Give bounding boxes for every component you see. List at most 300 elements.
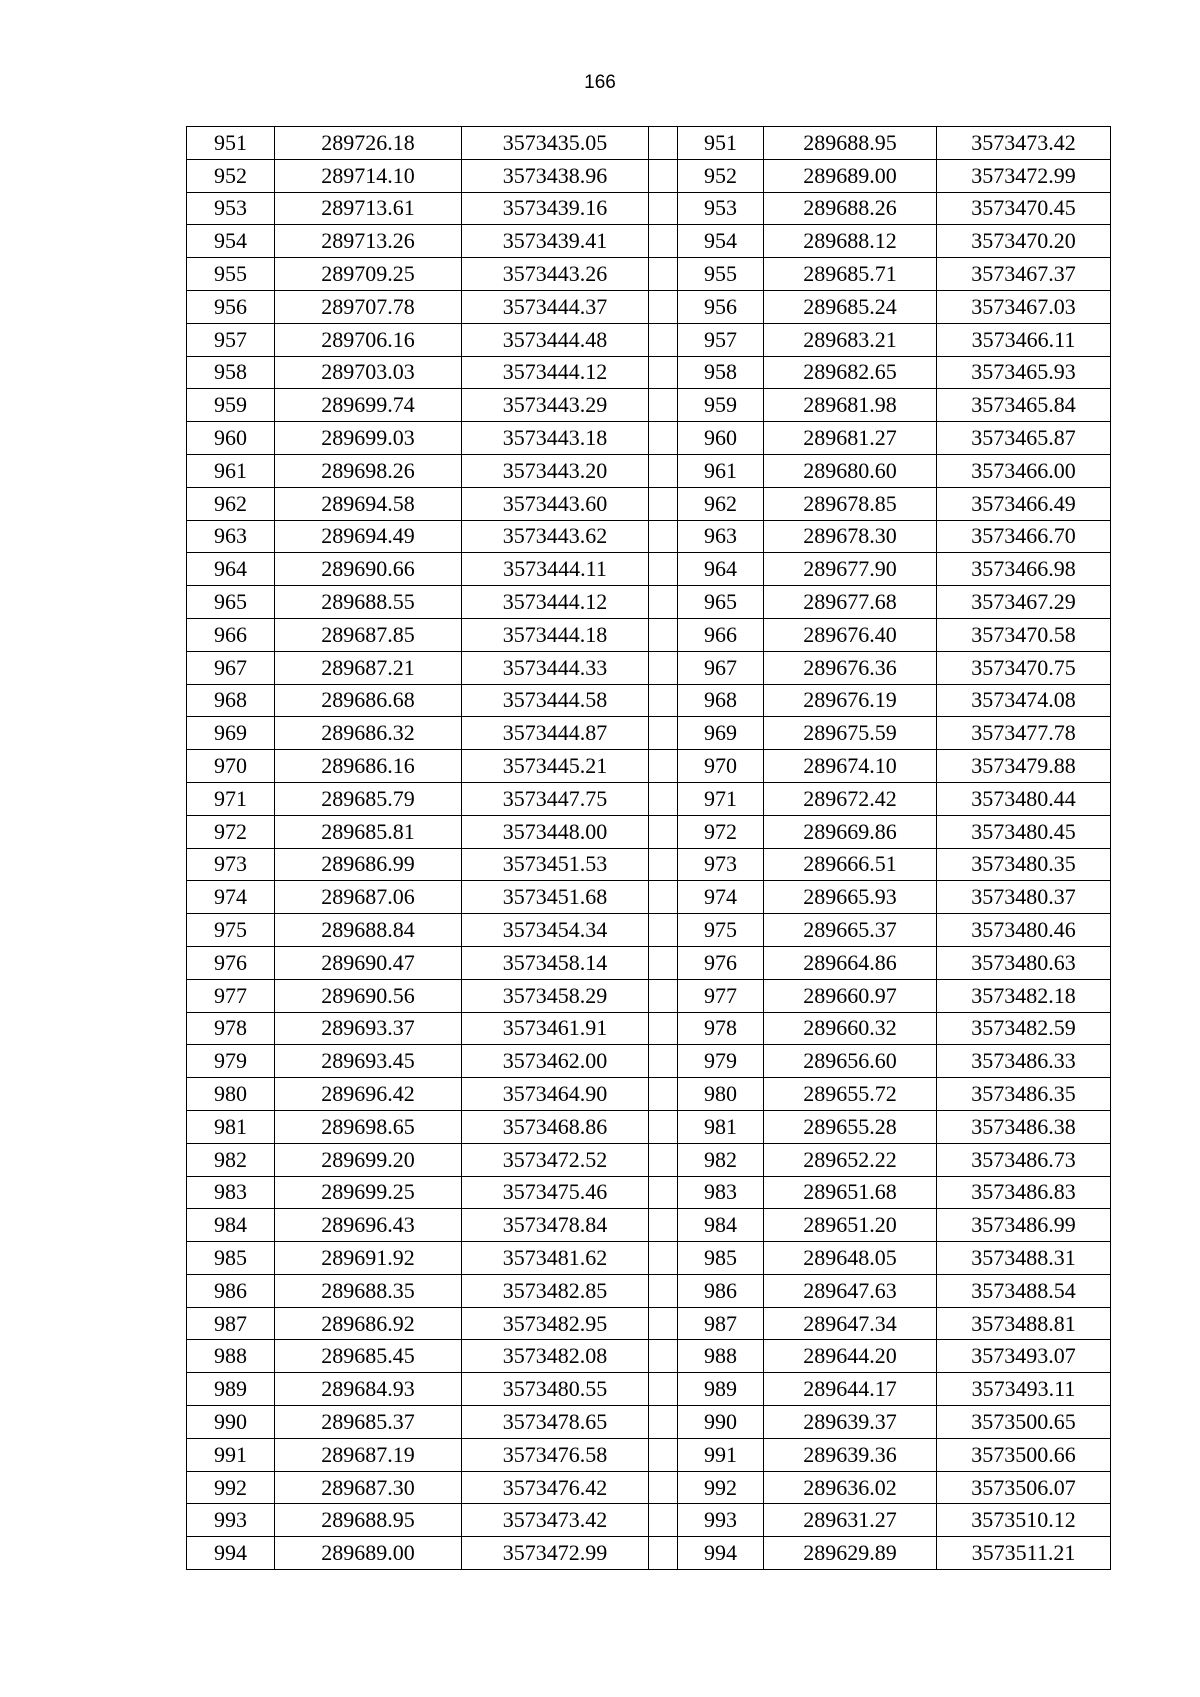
cell-x-left: 289688.35 [275, 1274, 462, 1307]
cell-y-left: 3573444.58 [462, 684, 649, 717]
cell-point-id-left: 980 [187, 1078, 275, 1111]
coordinates-table [186, 126, 1111, 1570]
spacer-cell [649, 323, 678, 356]
cell-y-right: 3573486.83 [937, 1176, 1111, 1209]
spacer-cell [649, 946, 678, 979]
cell-point-id-right: 987 [678, 1307, 764, 1340]
cell-y-right: 3573480.35 [937, 848, 1111, 881]
cell-y-right: 3573500.65 [937, 1406, 1111, 1439]
cell-y-right: 3573486.35 [937, 1078, 1111, 1111]
cell-x-right: 289644.17 [764, 1373, 937, 1406]
cell-x-right: 289688.26 [764, 192, 937, 225]
spacer-cell [649, 1406, 678, 1439]
cell-x-right: 289664.86 [764, 946, 937, 979]
cell-x-right: 289655.72 [764, 1078, 937, 1111]
table-row [187, 1307, 1111, 1340]
cell-x-left: 289699.20 [275, 1143, 462, 1176]
cell-point-id-right: 962 [678, 487, 764, 520]
cell-point-id-left: 976 [187, 946, 275, 979]
table-row [187, 553, 1111, 586]
spacer-cell [649, 651, 678, 684]
cell-point-id-left: 975 [187, 914, 275, 947]
cell-y-right: 3573466.00 [937, 454, 1111, 487]
cell-point-id-left: 959 [187, 389, 275, 422]
table-row [187, 717, 1111, 750]
table-row [187, 225, 1111, 258]
cell-point-id-left: 962 [187, 487, 275, 520]
cell-y-left: 3573451.53 [462, 848, 649, 881]
cell-point-id-left: 986 [187, 1274, 275, 1307]
cell-point-id-right: 971 [678, 782, 764, 815]
cell-point-id-right: 982 [678, 1143, 764, 1176]
cell-point-id-left: 974 [187, 881, 275, 914]
cell-x-left: 289693.45 [275, 1045, 462, 1078]
spacer-cell [649, 1209, 678, 1242]
table-row [187, 159, 1111, 192]
table-row [187, 1045, 1111, 1078]
cell-point-id-right: 989 [678, 1373, 764, 1406]
table-row [187, 323, 1111, 356]
spacer-cell [649, 1143, 678, 1176]
table-row [187, 684, 1111, 717]
cell-x-left: 289690.66 [275, 553, 462, 586]
cell-y-left: 3573458.14 [462, 946, 649, 979]
cell-x-left: 289726.18 [275, 127, 462, 160]
cell-x-left: 289709.25 [275, 258, 462, 291]
cell-point-id-right: 973 [678, 848, 764, 881]
cell-y-left: 3573480.55 [462, 1373, 649, 1406]
cell-y-right: 3573470.20 [937, 225, 1111, 258]
cell-point-id-left: 951 [187, 127, 275, 160]
spacer-cell [649, 815, 678, 848]
cell-y-left: 3573472.99 [462, 1537, 649, 1570]
cell-y-left: 3573444.87 [462, 717, 649, 750]
spacer-cell [649, 1274, 678, 1307]
cell-point-id-right: 986 [678, 1274, 764, 1307]
cell-y-right: 3573479.88 [937, 750, 1111, 783]
spacer-cell [649, 684, 678, 717]
table-row [187, 1012, 1111, 1045]
table-row [187, 750, 1111, 783]
cell-y-left: 3573468.86 [462, 1110, 649, 1143]
cell-x-right: 289681.98 [764, 389, 937, 422]
cell-point-id-right: 968 [678, 684, 764, 717]
cell-x-left: 289686.32 [275, 717, 462, 750]
cell-point-id-left: 968 [187, 684, 275, 717]
cell-y-right: 3573480.37 [937, 881, 1111, 914]
cell-x-right: 289656.60 [764, 1045, 937, 1078]
cell-y-left: 3573458.29 [462, 979, 649, 1012]
spacer-cell [649, 881, 678, 914]
cell-x-right: 289644.20 [764, 1340, 937, 1373]
cell-x-left: 289688.95 [275, 1504, 462, 1537]
spacer-cell [649, 225, 678, 258]
cell-x-right: 289677.68 [764, 586, 937, 619]
cell-x-left: 289685.79 [275, 782, 462, 815]
cell-y-left: 3573443.60 [462, 487, 649, 520]
cell-y-right: 3573486.99 [937, 1209, 1111, 1242]
cell-y-left: 3573435.05 [462, 127, 649, 160]
cell-y-left: 3573443.26 [462, 258, 649, 291]
table-row [187, 651, 1111, 684]
cell-point-id-left: 984 [187, 1209, 275, 1242]
cell-y-left: 3573443.62 [462, 520, 649, 553]
cell-x-left: 289690.56 [275, 979, 462, 1012]
spacer-cell [649, 1307, 678, 1340]
cell-x-right: 289639.37 [764, 1406, 937, 1439]
cell-point-id-right: 954 [678, 225, 764, 258]
table-row [187, 258, 1111, 291]
cell-y-left: 3573478.84 [462, 1209, 649, 1242]
cell-y-right: 3573467.37 [937, 258, 1111, 291]
table-row [187, 422, 1111, 455]
table-row [187, 356, 1111, 389]
cell-y-right: 3573472.99 [937, 159, 1111, 192]
cell-x-left: 289690.47 [275, 946, 462, 979]
cell-point-id-right: 978 [678, 1012, 764, 1045]
cell-point-id-left: 961 [187, 454, 275, 487]
cell-x-right: 289681.27 [764, 422, 937, 455]
cell-x-right: 289651.68 [764, 1176, 937, 1209]
cell-x-left: 289694.58 [275, 487, 462, 520]
cell-x-right: 289648.05 [764, 1242, 937, 1275]
table-row [187, 586, 1111, 619]
cell-point-id-right: 992 [678, 1471, 764, 1504]
cell-point-id-left: 955 [187, 258, 275, 291]
cell-point-id-left: 954 [187, 225, 275, 258]
cell-x-left: 289685.81 [275, 815, 462, 848]
cell-point-id-right: 961 [678, 454, 764, 487]
cell-y-left: 3573464.90 [462, 1078, 649, 1111]
cell-y-right: 3573470.58 [937, 618, 1111, 651]
cell-x-right: 289680.60 [764, 454, 937, 487]
cell-x-right: 289688.95 [764, 127, 937, 160]
spacer-cell [649, 1012, 678, 1045]
table-row [187, 520, 1111, 553]
cell-y-right: 3573511.21 [937, 1537, 1111, 1570]
spacer-cell [649, 389, 678, 422]
spacer-cell [649, 1340, 678, 1373]
cell-x-left: 289703.03 [275, 356, 462, 389]
cell-y-right: 3573510.12 [937, 1504, 1111, 1537]
table-row [187, 192, 1111, 225]
cell-y-right: 3573488.54 [937, 1274, 1111, 1307]
cell-x-left: 289713.61 [275, 192, 462, 225]
cell-point-id-left: 990 [187, 1406, 275, 1439]
cell-x-right: 289652.22 [764, 1143, 937, 1176]
cell-point-id-right: 955 [678, 258, 764, 291]
cell-x-left: 289699.25 [275, 1176, 462, 1209]
cell-x-right: 289639.36 [764, 1438, 937, 1471]
cell-y-right: 3573493.11 [937, 1373, 1111, 1406]
cell-x-left: 289686.16 [275, 750, 462, 783]
cell-point-id-right: 975 [678, 914, 764, 947]
cell-y-right: 3573465.87 [937, 422, 1111, 455]
cell-y-right: 3573467.29 [937, 586, 1111, 619]
cell-y-left: 3573454.34 [462, 914, 649, 947]
cell-x-right: 289688.12 [764, 225, 937, 258]
cell-x-left: 289707.78 [275, 290, 462, 323]
cell-point-id-left: 978 [187, 1012, 275, 1045]
cell-point-id-right: 951 [678, 127, 764, 160]
cell-x-right: 289665.37 [764, 914, 937, 947]
cell-point-id-left: 963 [187, 520, 275, 553]
cell-x-right: 289647.34 [764, 1307, 937, 1340]
cell-point-id-left: 981 [187, 1110, 275, 1143]
cell-x-left: 289713.26 [275, 225, 462, 258]
table-row [187, 881, 1111, 914]
table-row [187, 848, 1111, 881]
spacer-cell [649, 1504, 678, 1537]
cell-point-id-left: 964 [187, 553, 275, 586]
table-row [187, 914, 1111, 947]
cell-y-left: 3573478.65 [462, 1406, 649, 1439]
cell-y-left: 3573475.46 [462, 1176, 649, 1209]
cell-point-id-left: 979 [187, 1045, 275, 1078]
spacer-cell [649, 1242, 678, 1275]
spacer-cell [649, 1078, 678, 1111]
spacer-cell [649, 127, 678, 160]
spacer-cell [649, 586, 678, 619]
cell-y-left: 3573444.48 [462, 323, 649, 356]
table-row [187, 1176, 1111, 1209]
cell-y-left: 3573482.95 [462, 1307, 649, 1340]
table-row [187, 1537, 1111, 1570]
coordinates-table-body [187, 127, 1111, 1570]
table-row [187, 1209, 1111, 1242]
cell-point-id-right: 983 [678, 1176, 764, 1209]
cell-y-right: 3573482.59 [937, 1012, 1111, 1045]
cell-y-left: 3573444.18 [462, 618, 649, 651]
cell-x-right: 289647.63 [764, 1274, 937, 1307]
cell-point-id-left: 983 [187, 1176, 275, 1209]
cell-point-id-right: 966 [678, 618, 764, 651]
table-row [187, 1110, 1111, 1143]
cell-y-right: 3573466.11 [937, 323, 1111, 356]
cell-x-right: 289636.02 [764, 1471, 937, 1504]
cell-point-id-left: 957 [187, 323, 275, 356]
table-row [187, 389, 1111, 422]
cell-y-left: 3573443.18 [462, 422, 649, 455]
cell-x-right: 289651.20 [764, 1209, 937, 1242]
cell-x-right: 289665.93 [764, 881, 937, 914]
spacer-cell [649, 979, 678, 1012]
spacer-cell [649, 848, 678, 881]
cell-x-right: 289669.86 [764, 815, 937, 848]
cell-point-id-left: 970 [187, 750, 275, 783]
cell-point-id-right: 974 [678, 881, 764, 914]
table-row [187, 1373, 1111, 1406]
cell-y-left: 3573439.41 [462, 225, 649, 258]
cell-point-id-right: 993 [678, 1504, 764, 1537]
spacer-cell [649, 1110, 678, 1143]
spacer-cell [649, 159, 678, 192]
cell-point-id-right: 960 [678, 422, 764, 455]
cell-y-right: 3573480.45 [937, 815, 1111, 848]
cell-y-right: 3573480.46 [937, 914, 1111, 947]
cell-y-right: 3573470.45 [937, 192, 1111, 225]
cell-x-right: 289674.10 [764, 750, 937, 783]
cell-x-right: 289677.90 [764, 553, 937, 586]
cell-y-left: 3573448.00 [462, 815, 649, 848]
cell-y-left: 3573443.20 [462, 454, 649, 487]
cell-x-right: 289685.24 [764, 290, 937, 323]
cell-y-right: 3573480.44 [937, 782, 1111, 815]
cell-x-left: 289694.49 [275, 520, 462, 553]
cell-x-left: 289698.65 [275, 1110, 462, 1143]
cell-y-left: 3573444.12 [462, 356, 649, 389]
table-row [187, 946, 1111, 979]
table-row [187, 1242, 1111, 1275]
cell-x-left: 289687.21 [275, 651, 462, 684]
table-row [187, 782, 1111, 815]
cell-point-id-left: 982 [187, 1143, 275, 1176]
cell-y-right: 3573488.81 [937, 1307, 1111, 1340]
spacer-cell [649, 422, 678, 455]
cell-y-right: 3573480.63 [937, 946, 1111, 979]
spacer-cell [649, 454, 678, 487]
cell-x-left: 289696.43 [275, 1209, 462, 1242]
cell-x-right: 289678.85 [764, 487, 937, 520]
cell-point-id-right: 979 [678, 1045, 764, 1078]
cell-y-right: 3573500.66 [937, 1438, 1111, 1471]
cell-x-left: 289691.92 [275, 1242, 462, 1275]
spacer-cell [649, 750, 678, 783]
cell-point-id-left: 977 [187, 979, 275, 1012]
cell-x-right: 289678.30 [764, 520, 937, 553]
cell-point-id-left: 994 [187, 1537, 275, 1570]
cell-point-id-right: 952 [678, 159, 764, 192]
cell-x-left: 289698.26 [275, 454, 462, 487]
spacer-cell [649, 1438, 678, 1471]
cell-point-id-left: 987 [187, 1307, 275, 1340]
table-row [187, 1078, 1111, 1111]
cell-point-id-right: 981 [678, 1110, 764, 1143]
cell-y-left: 3573443.29 [462, 389, 649, 422]
table-row [187, 1143, 1111, 1176]
spacer-cell [649, 1471, 678, 1504]
spacer-cell [649, 782, 678, 815]
table-row [187, 487, 1111, 520]
cell-point-id-right: 958 [678, 356, 764, 389]
cell-x-left: 289686.68 [275, 684, 462, 717]
table-row [187, 815, 1111, 848]
cell-y-right: 3573477.78 [937, 717, 1111, 750]
cell-y-right: 3573466.98 [937, 553, 1111, 586]
cell-point-id-left: 989 [187, 1373, 275, 1406]
cell-y-left: 3573444.12 [462, 586, 649, 619]
cell-point-id-left: 972 [187, 815, 275, 848]
cell-x-left: 289686.92 [275, 1307, 462, 1340]
cell-point-id-right: 963 [678, 520, 764, 553]
spacer-cell [649, 553, 678, 586]
cell-y-left: 3573473.42 [462, 1504, 649, 1537]
cell-x-right: 289676.40 [764, 618, 937, 651]
cell-x-right: 289631.27 [764, 1504, 937, 1537]
cell-y-right: 3573506.07 [937, 1471, 1111, 1504]
cell-x-left: 289688.55 [275, 586, 462, 619]
table-row [187, 979, 1111, 1012]
cell-y-left: 3573438.96 [462, 159, 649, 192]
table-row [187, 454, 1111, 487]
cell-point-id-left: 988 [187, 1340, 275, 1373]
cell-y-left: 3573461.91 [462, 1012, 649, 1045]
table-row [187, 1504, 1111, 1537]
cell-y-right: 3573473.42 [937, 127, 1111, 160]
cell-x-right: 289672.42 [764, 782, 937, 815]
cell-point-id-left: 985 [187, 1242, 275, 1275]
cell-point-id-left: 952 [187, 159, 275, 192]
cell-x-left: 289699.74 [275, 389, 462, 422]
cell-y-left: 3573472.52 [462, 1143, 649, 1176]
cell-point-id-left: 993 [187, 1504, 275, 1537]
cell-x-right: 289676.36 [764, 651, 937, 684]
cell-point-id-right: 970 [678, 750, 764, 783]
cell-point-id-right: 988 [678, 1340, 764, 1373]
cell-y-left: 3573439.16 [462, 192, 649, 225]
spacer-cell [649, 258, 678, 291]
cell-x-left: 289687.85 [275, 618, 462, 651]
cell-y-left: 3573444.11 [462, 553, 649, 586]
spacer-cell [649, 290, 678, 323]
cell-x-left: 289684.93 [275, 1373, 462, 1406]
cell-x-right: 289655.28 [764, 1110, 937, 1143]
cell-x-right: 289682.65 [764, 356, 937, 389]
table-row [187, 1406, 1111, 1439]
cell-x-left: 289685.37 [275, 1406, 462, 1439]
cell-point-id-right: 977 [678, 979, 764, 1012]
cell-y-right: 3573465.93 [937, 356, 1111, 389]
cell-x-left: 289687.30 [275, 1471, 462, 1504]
cell-point-id-left: 965 [187, 586, 275, 619]
cell-point-id-left: 973 [187, 848, 275, 881]
cell-point-id-left: 958 [187, 356, 275, 389]
spacer-cell [649, 914, 678, 947]
cell-y-left: 3573476.58 [462, 1438, 649, 1471]
cell-y-left: 3573476.42 [462, 1471, 649, 1504]
cell-x-left: 289687.06 [275, 881, 462, 914]
cell-point-id-left: 960 [187, 422, 275, 455]
cell-point-id-right: 953 [678, 192, 764, 225]
table-row [187, 1340, 1111, 1373]
cell-y-left: 3573447.75 [462, 782, 649, 815]
cell-point-id-right: 964 [678, 553, 764, 586]
cell-x-right: 289683.21 [764, 323, 937, 356]
table-row [187, 290, 1111, 323]
cell-point-id-left: 966 [187, 618, 275, 651]
cell-y-right: 3573482.18 [937, 979, 1111, 1012]
cell-point-id-left: 971 [187, 782, 275, 815]
page-number: 166 [584, 72, 616, 93]
cell-x-right: 289676.19 [764, 684, 937, 717]
cell-y-right: 3573488.31 [937, 1242, 1111, 1275]
table-row [187, 1274, 1111, 1307]
cell-x-left: 289688.84 [275, 914, 462, 947]
cell-point-id-right: 957 [678, 323, 764, 356]
spacer-cell [649, 717, 678, 750]
cell-point-id-right: 984 [678, 1209, 764, 1242]
cell-point-id-left: 969 [187, 717, 275, 750]
cell-y-left: 3573445.21 [462, 750, 649, 783]
cell-point-id-right: 967 [678, 651, 764, 684]
spacer-cell [649, 487, 678, 520]
cell-point-id-right: 972 [678, 815, 764, 848]
cell-y-right: 3573465.84 [937, 389, 1111, 422]
table-row [187, 618, 1111, 651]
spacer-cell [649, 1176, 678, 1209]
cell-y-right: 3573466.70 [937, 520, 1111, 553]
cell-x-right: 289660.97 [764, 979, 937, 1012]
